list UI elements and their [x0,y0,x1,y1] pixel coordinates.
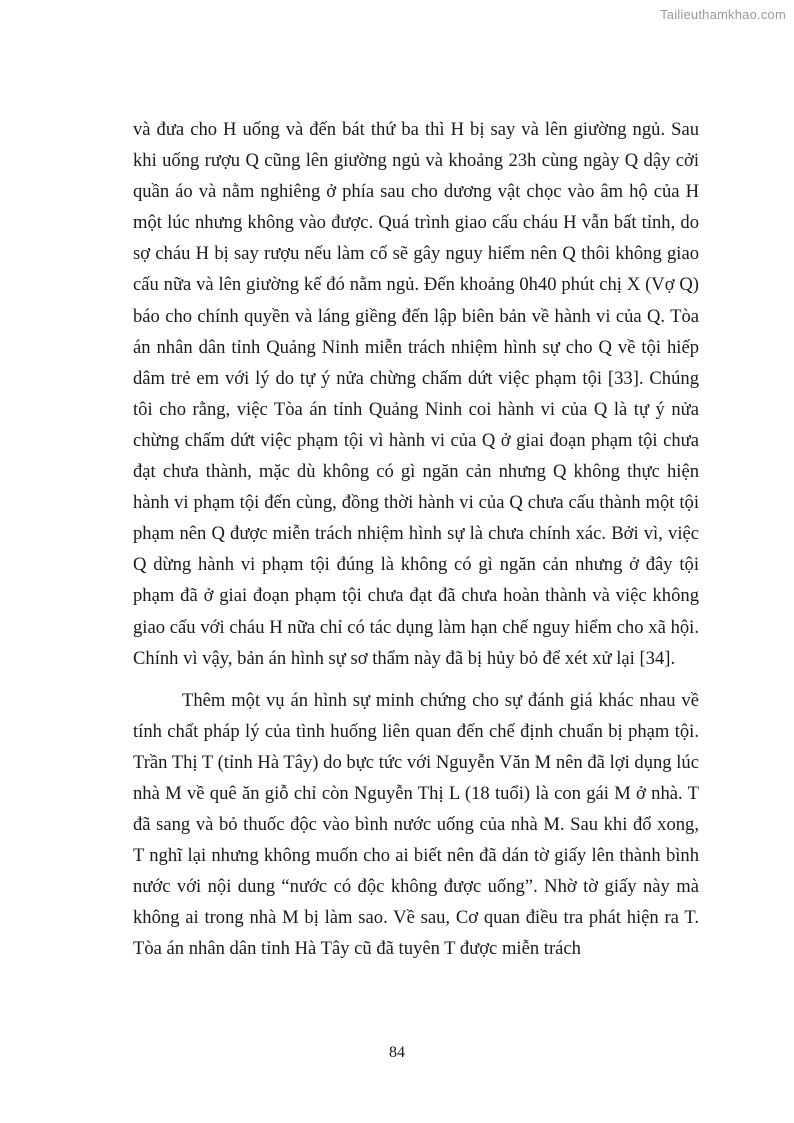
watermark-text: Tailieuthamkhao.com [660,7,786,22]
page-number: 84 [389,1044,405,1061]
paragraph-1: và đưa cho H uống và đến bát thứ ba thì H bị say và lên giường ngủ. Sau khi uống rượu Q cũng lên giường ngủ và khoảng 23h cùng ngày Q dậy cởi quần áo và nằm nghiêng ở phía sau cho dương vật chọc vào âm hộ của H một lúc nhưng không vào được. Quá trình giao cấu cháu H vẫn bất tỉnh, do sợ cháu H bị say rượu nếu làm cố sẽ gây nguy hiểm nên Q thôi không giao cấu nữa và lên giường kế đó nằm ngủ. Đến khoảng 0h40 phút chị X (Vợ Q) báo cho chính quyền và láng giềng đến lập biên bản về hành vi của Q. Tòa án nhân dân tỉnh Quảng Ninh miễn trách nhiệm hình sự cho Q về tội hiếp dâm trẻ em với lý do tự ý nửa chừng chấm dứt việc phạm tội [33]. Chúng tôi cho rằng, việc Tòa án tỉnh Quảng Ninh coi hành vi của Q là tự ý nửa chừng chấm dứt việc phạm tội vì hành vi của Q ở giai đoạn phạm tội chưa đạt chưa thành, mặc dù không có gì ngăn cản nhưng Q không thực hiện hành vi phạm tội đến cùng, đồng thời hành vi của Q chưa cấu thành một tội phạm nên Q được miễn trách nhiệm hình sự là chưa chính xác. Bởi vì, việc Q dừng hành vi phạm tội đúng là không có gì ngăn cản nhưng ở đây tội phạm đã ở giai đoạn phạm tội chưa đạt đã chưa hoàn thành và việc không giao cấu với cháu H nữa chỉ có tác dụng làm hạn chế nguy hiểm cho xã hội. Chính vì vậy, bản án hình sự sơ thẩm này đã bị hủy bỏ để xét xử lại [34]. [133,119,699,669]
paragraph-2: Thêm một vụ án hình sự minh chứng cho sự đánh giá khác nhau về tính chất pháp lý của tình huống liên quan đến chế định chuẩn bị phạm tội. Trần Thị T (tỉnh Hà Tây) do bực tức với Nguyễn Văn M nên đã lợi dụng lúc nhà M về quê ăn giỗ chỉ còn Nguyễn Thị L (18 tuổi) là con gái M ở nhà. T đã sang và bỏ thuốc độc vào bình nước uống của nhà M. Sau khi đổ xong, T nghĩ lại nhưng không muốn cho ai biết nên đã dán tờ giấy lên thành bình nước với nội dung “nước có độc không được uống”. Nhờ tờ giấy này mà không ai trong nhà M bị làm sao. Về sau, Cơ quan điều tra phát hiện ra T. Tòa án nhân dân tỉnh Hà Tây cũ đã tuyên T được miễn trách [133,689,699,960]
page-body [133,114,699,965]
